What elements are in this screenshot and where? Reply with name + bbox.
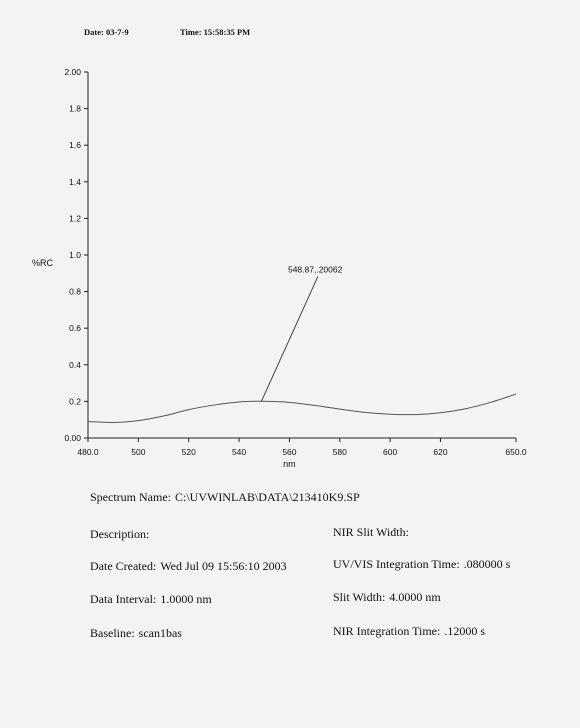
uvvis-time-value: .080000 s bbox=[463, 557, 511, 571]
description-label: Description: bbox=[90, 527, 150, 541]
nir-slit-row bbox=[333, 525, 413, 540]
y-tick-label: 1.2 bbox=[69, 213, 81, 224]
nir-slit-label: NIR Slit Width: bbox=[333, 525, 409, 539]
y-tick-label: 1.8 bbox=[69, 103, 81, 114]
date-created-row bbox=[90, 559, 287, 574]
header-date: Date: 03-7-9 bbox=[84, 27, 129, 37]
baseline-label: Baseline: bbox=[90, 626, 135, 640]
y-tick-label: 0.2 bbox=[69, 396, 81, 407]
y-tick-label: 1.0 bbox=[69, 250, 81, 260]
y-tick-label: 2.00 bbox=[64, 67, 81, 77]
baseline-row bbox=[90, 626, 182, 641]
nir-time-row bbox=[333, 624, 485, 639]
y-tick-label: 0.8 bbox=[69, 286, 81, 297]
slit-width-value: 4.0000 nm bbox=[389, 590, 441, 604]
y-tick-label: 1.4 bbox=[69, 176, 81, 187]
x-tick-label: 500 bbox=[131, 447, 146, 457]
data-interval-label: Data Interval: bbox=[90, 592, 157, 606]
x-tick-label: 560 bbox=[282, 447, 297, 457]
spectrum-name-row bbox=[90, 490, 360, 505]
y-tick-label: 0.00 bbox=[64, 433, 81, 443]
x-tick-label: 650.0 bbox=[505, 447, 527, 457]
y-tick-label: 0.6 bbox=[69, 323, 81, 334]
data-interval-value: 1.0000 nm bbox=[160, 592, 212, 606]
x-tick-label: 480.0 bbox=[77, 447, 99, 457]
nir-time-value: .12000 s bbox=[444, 624, 486, 638]
slit-width-row bbox=[333, 590, 441, 605]
header-time: Time: 15:58:35 PM bbox=[180, 27, 251, 37]
x-tick-label: 580 bbox=[332, 447, 347, 457]
x-axis-label: nm bbox=[283, 459, 296, 469]
x-tick-label: 540 bbox=[231, 447, 247, 457]
spectrum-line bbox=[88, 394, 516, 422]
nir-time-label: NIR Integration Time: bbox=[333, 624, 441, 638]
date-created-label: Date Created: bbox=[90, 559, 157, 573]
y-tick-label: 1.6 bbox=[69, 140, 81, 151]
date-created-value: Wed Jul 09 15:56:10 2003 bbox=[160, 559, 287, 573]
baseline-value: scan1bas bbox=[138, 626, 182, 640]
y-axis-label: %RC bbox=[32, 258, 54, 268]
description-row bbox=[90, 527, 153, 542]
x-tick-label: 520 bbox=[181, 447, 196, 457]
uvvis-time-row bbox=[333, 557, 510, 572]
uvvis-time-label: UV/VIS Integration Time: bbox=[333, 557, 460, 571]
spectrum-name-value: C:\UVWINLAB\DATA\213410K9.SP bbox=[174, 490, 360, 504]
annotation-label: 548.87,.20062 bbox=[287, 264, 343, 275]
x-tick-label: 620 bbox=[433, 447, 448, 457]
slit-width-label: Slit Width: bbox=[333, 590, 386, 604]
x-tick-label: 600 bbox=[383, 447, 398, 457]
spectrum-name-label: Spectrum Name: bbox=[90, 490, 171, 504]
annotation-leader-line bbox=[261, 276, 318, 401]
data-interval-row bbox=[90, 592, 212, 607]
y-tick-label: 0.4 bbox=[69, 359, 81, 370]
